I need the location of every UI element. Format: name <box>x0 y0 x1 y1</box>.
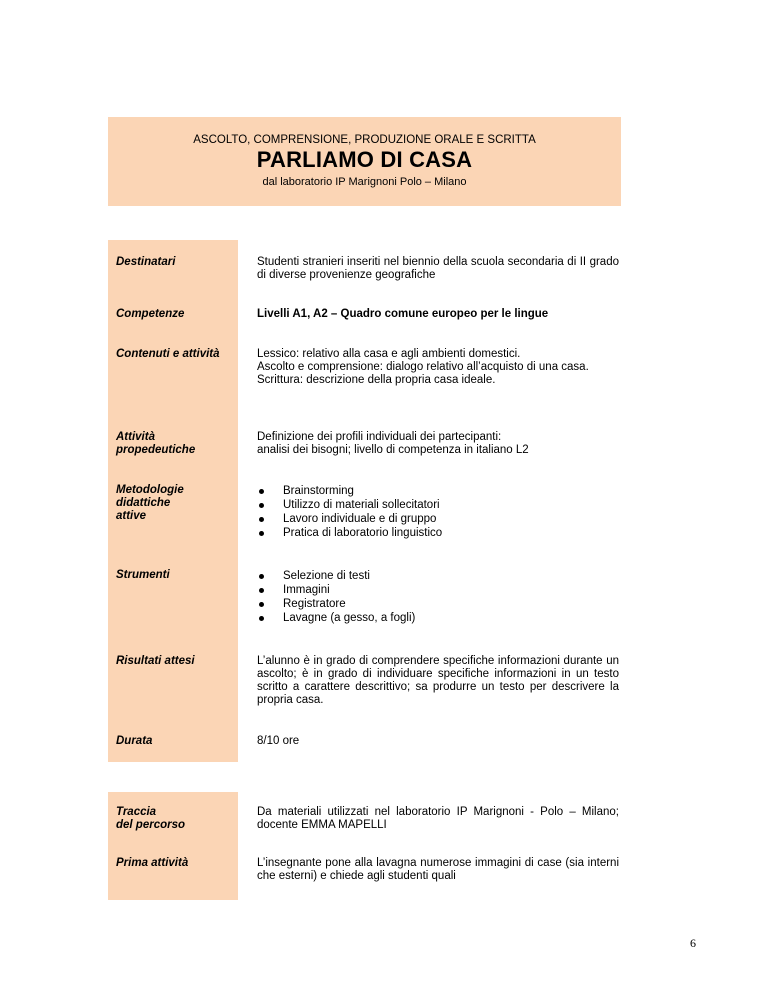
contenuti-line-1: Lessico: relativo alla casa e agli ambienti domestici. <box>257 348 521 360</box>
value-contenuti <box>257 348 619 387</box>
value-competenze: Livelli A1, A2 – Quadro comune europeo per le lingue <box>257 308 549 320</box>
label-traccia-line-1: Traccia <box>116 806 157 818</box>
header-box <box>108 117 621 206</box>
metodologie-list <box>257 484 619 540</box>
label-contenuti: Contenuti e attività <box>116 348 220 360</box>
label-attivita-line-1: Attività <box>116 431 155 443</box>
value-destinatari: Studenti stranieri inseriti nel biennio della scuola secondaria di II grado di diverse provenienze geografiche <box>257 256 619 281</box>
list-item: Pratica di laboratorio linguistico <box>257 526 619 540</box>
list-item: Registratore <box>257 597 619 611</box>
list-item: Selezione di testi <box>257 569 619 583</box>
list-item: Lavoro individuale e di gruppo <box>257 512 619 526</box>
contenuti-line-3: Scrittura: descrizione della propria casa ideale. <box>257 374 496 386</box>
label-attivita-propedeutiche <box>116 431 234 457</box>
value-attivita-propedeutiche <box>257 431 619 457</box>
contenuti-line-2: Ascolto e comprensione: dialogo relativo all’acquisto di una casa. <box>257 361 589 373</box>
value-risultati: L’alunno è in grado di comprendere specifiche informazioni durante un ascolto; è in grado di individuare specifiche informazioni in un testo scritto a carattere descrittivo; sa produrre un testo per descrivere la propria casa. <box>257 655 619 706</box>
page-number: 6 <box>690 936 696 950</box>
propedeutiche-line-2: analisi dei bisogni; livello di competenza in italiano L2 <box>257 444 529 456</box>
label-durata: Durata <box>116 735 153 747</box>
strumenti-list <box>257 569 619 625</box>
list-item: Utilizzo di materiali sollecitatori <box>257 498 619 512</box>
label-prima-attivita: Prima attività <box>116 857 189 869</box>
label-destinatari: Destinatari <box>116 256 176 268</box>
label-metodologie-line-1: Metodologie <box>116 484 184 496</box>
label-competenze: Competenze <box>116 308 185 320</box>
label-strumenti: Strumenti <box>116 569 170 581</box>
label-metodologie-line-3: attive <box>116 510 147 522</box>
value-strumenti <box>257 569 619 625</box>
value-traccia: Da materiali utilizzati nel laboratorio IP Marignoni - Polo – Milano; docente EMMA MAPELLI <box>257 806 619 831</box>
label-risultati: Risultati attesi <box>116 655 195 667</box>
label-traccia-line-2: del percorso <box>116 819 186 831</box>
header-subject: ASCOLTO, COMPRENSIONE, PRODUZIONE ORALE E SCRITTA <box>193 134 536 146</box>
list-item: Brainstorming <box>257 484 619 498</box>
value-metodologie <box>257 484 619 540</box>
list-item: Lavagne (a gesso, a fogli) <box>257 611 619 625</box>
value-durata: 8/10 ore <box>257 735 300 747</box>
label-attivita-line-2: propedeutiche <box>116 444 196 456</box>
list-item: Immagini <box>257 583 619 597</box>
header-source: dal laboratorio IP Marignoni Polo – Milano <box>262 176 467 188</box>
value-prima-attivita: L’insegnante pone alla lavagna numerose immagini di case (sia interni che esterni) e chiede agli studenti quali <box>257 857 619 882</box>
label-metodologie <box>116 484 234 523</box>
propedeutiche-line-1: Definizione dei profili individuali dei partecipanti: <box>257 431 502 443</box>
label-traccia <box>116 806 234 832</box>
page-title: PARLIAMO DI CASA <box>256 147 473 172</box>
label-metodologie-line-2: didattiche <box>116 497 171 509</box>
